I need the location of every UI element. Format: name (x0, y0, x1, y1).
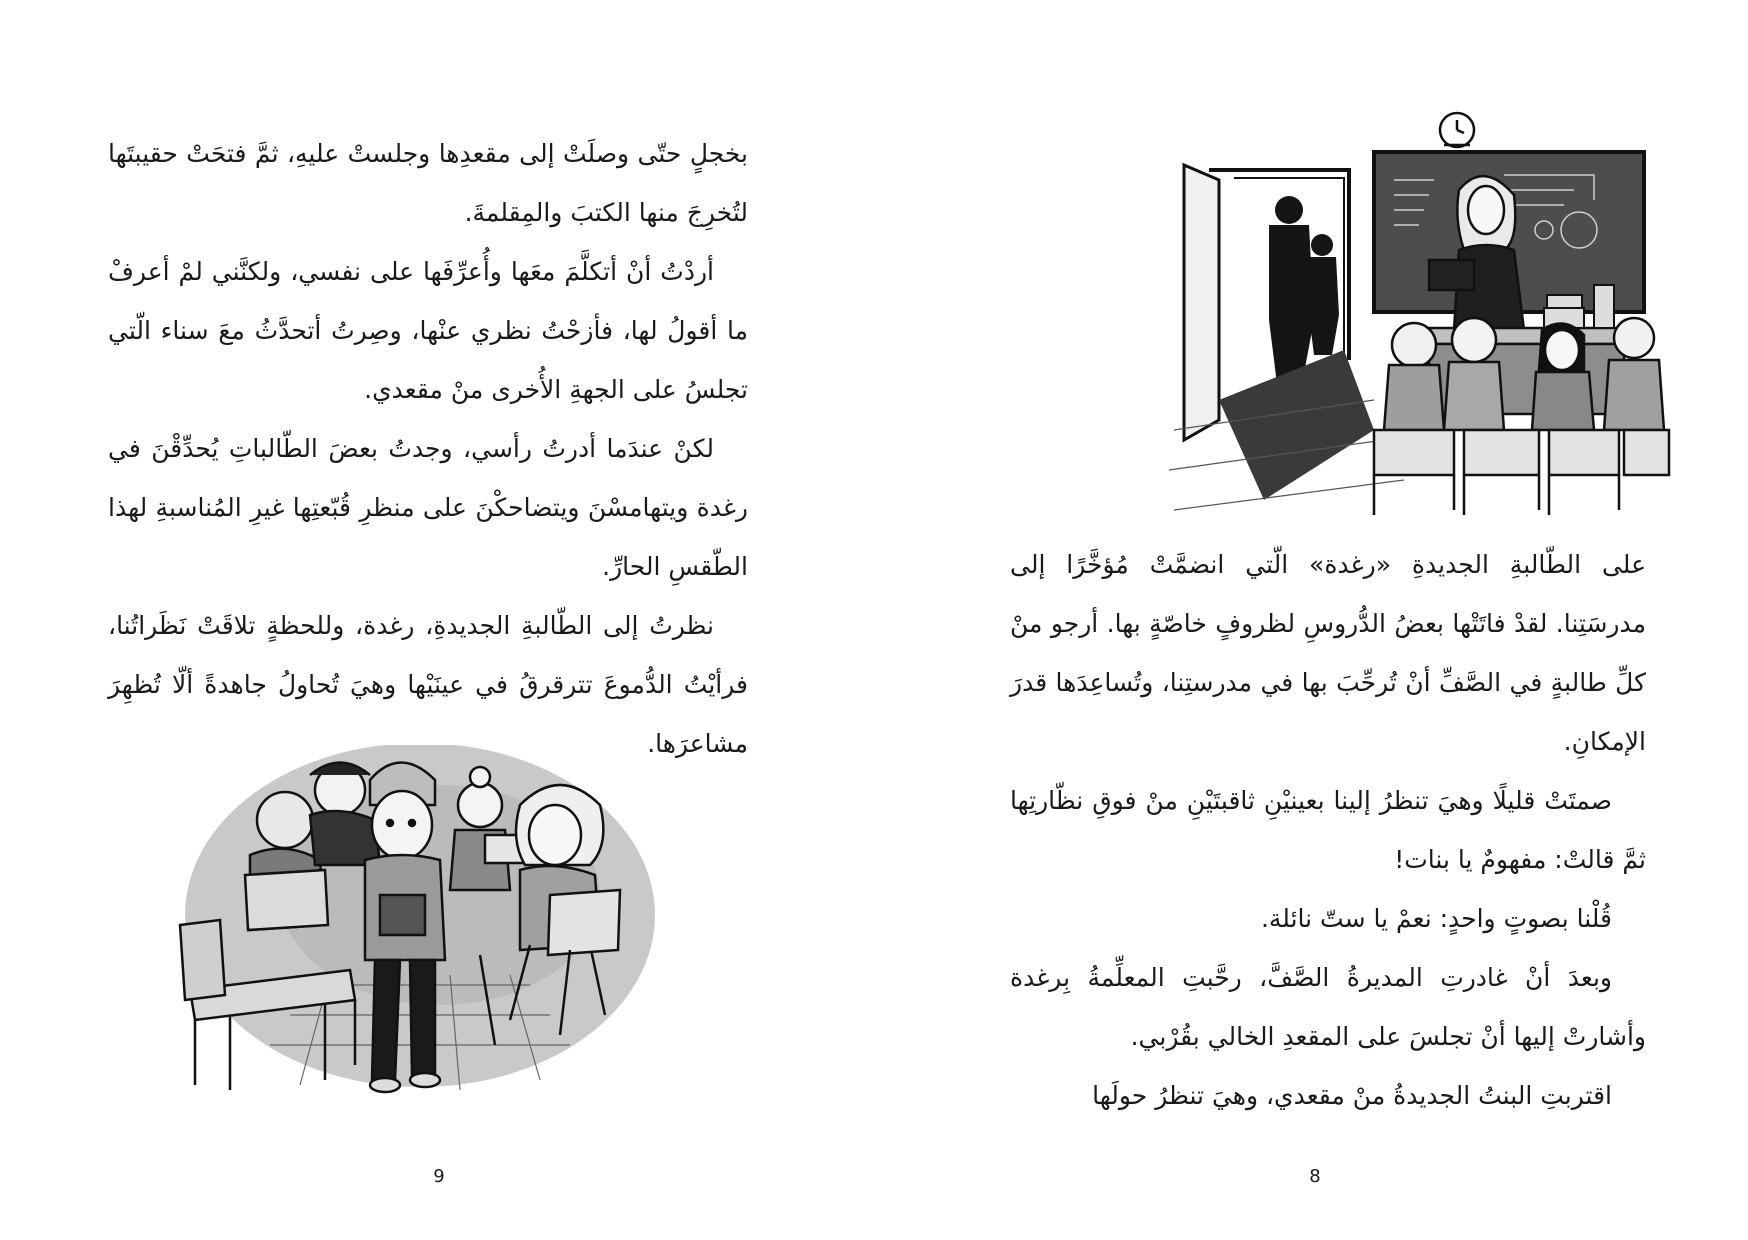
paragraph: قُلْنا بصوتٍ واحدٍ: نعمْ يا ستّ نائلة. (1260, 904, 1612, 933)
right-page-text (1010, 535, 1646, 1125)
page-number: 9 (433, 1166, 445, 1187)
page-number: 8 (1309, 1166, 1321, 1187)
classroom-illustration (1074, 100, 1674, 520)
right-page (874, 0, 1748, 1240)
paragraph: على الطّالبةِ الجديدةِ «رغدة» الّتي انضمَّتْ مُؤخَّرًا إلى مدرسَتِنا. لقدْ فاتَتْها بعضُ الدُّروسِ لظروفٍ خاصّةٍ بها. أرجو منْ كلِّ طالبةٍ في الصَّفِّ أنْ تُرحِّبَ بها في مدرستِنا، وتُساعِدَها قدرَ الإمكانِ. (1010, 550, 1646, 756)
paragraph: وبعدَ أنْ غادرتِ المديرةُ الصَّفَّ، رحَّبتِ المعلِّمةُ بِرغدة وأشارتْ إليها أنْ تجلسَ على المقعدِ الخالي بقُرْبي. (1010, 963, 1646, 1051)
paragraph: صمتَتْ قليلًا وهيَ تنظرُ إلينا بعينيْنِ ثاقبتَيْنِ منْ فوقِ نظّارتِها ثمَّ قالتْ: مفهومٌ يا بنات! (1010, 786, 1646, 874)
left-page-text (108, 124, 748, 773)
students-illustration (150, 745, 670, 1115)
paragraph: أردْتُ أنْ أتكلَّمَ معَها وأُعرِّفَها على نفسي، ولكنَّني لمْ أعرفْ ما أقولُ لها، فأزحْتُ نظري عنْها، وصِرتُ أتحدَّثُ معَ سناء الّتي تجلسُ على الجهةِ الأُخرى منْ مقعدي. (108, 257, 748, 404)
paragraph: بخجلٍ حتّى وصلَتْ إلى مقعدِها وجلستْ عليهِ، ثمَّ فتحَتْ حقيبتَها لتُخرِجَ منها الكتبَ والمِقلمةَ. (108, 139, 748, 227)
paragraph: لكنْ عندَما أدرتُ رأسي، وجدتُ بعضَ الطّالباتِ يُحدِّقْنَ في رغدة ويتهامسْنَ ويتضاحكْنَ على منظرِ قُبّعتِها غيرِ المُناسبةِ لهذا الطّقسِ الحارِّ. (108, 434, 748, 581)
paragraph: اقتربتِ البنتُ الجديدةُ منْ مقعدي، وهيَ تنظرُ حولَها (1092, 1081, 1612, 1110)
paragraph: نظرتُ إلى الطّالبةِ الجديدةِ، رغدة، وللحظةٍ تلاقَتْ نَظَراتُنا، فرأيْتُ الدُّموعَ تترقرقُ في عينَيْها وهيَ تُحاولُ جاهدةً ألّا تُظهِرَ مشاعرَها. (108, 611, 748, 758)
